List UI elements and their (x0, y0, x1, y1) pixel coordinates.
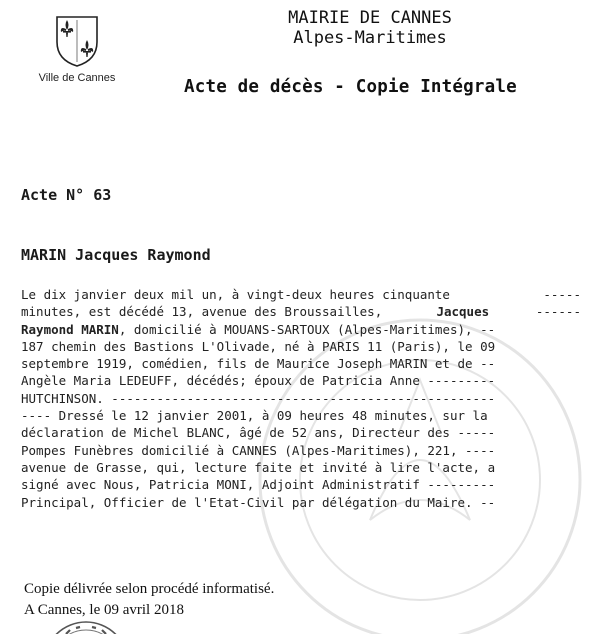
logo-caption: Ville de Cannes (38, 72, 116, 84)
deceased-name: MARIN Jacques Raymond (21, 246, 211, 264)
body-line (21, 338, 581, 355)
body-text-segment: minutes, est décédé 13, avenue des Broussailles, (21, 304, 390, 320)
body-line (21, 390, 581, 407)
body-line (21, 494, 581, 511)
body-text-bold: Jacques (436, 304, 490, 320)
body-text-segment: , domicilié à MOUANS-SARTOUX (Alpes-Maritimes), -- (118, 321, 496, 337)
acte-number: Acte N° 63 (21, 186, 112, 204)
mairie-name: MAIRIE DE CANNES (288, 8, 452, 28)
acte-body (21, 286, 581, 511)
body-text-segment: Angèle Maria LEDEUFF, décédés; époux de Patricia Anne --------- (21, 373, 496, 389)
body-text-segment: déclaration de Michel BLANC, âgé de 52 ans, Directeur des ----- (21, 425, 496, 441)
body-text-segment: ------ (535, 304, 581, 320)
body-text-segment: ----- (543, 287, 581, 302)
body-line (21, 321, 581, 338)
delivery-note: Copie délivrée selon procédé informatisé. (24, 581, 275, 597)
document-title: Acte de décès - Copie Intégrale (184, 77, 517, 97)
body-line (21, 355, 581, 372)
body-text-segment: Pompes Funèbres domicilié à CANNES (Alpes-Maritimes), 221, ---- (21, 442, 496, 458)
fleur-de-lis-shield-icon (54, 14, 100, 68)
body-text-segment: signé avec Nous, Patricia MONI, Adjoint Administratif --------- (21, 477, 496, 493)
body-text-segment: ---- Dressé le 12 janvier 2001, à 09 heures 48 minutes, sur la (21, 408, 488, 424)
body-text-segment: HUTCHINSON. --------------------------------------------------- (21, 390, 496, 406)
city-logo (32, 14, 122, 84)
body-text-bold: Raymond MARIN (21, 321, 119, 337)
official-stamp-icon (36, 618, 136, 634)
body-text-segment: avenue de Grasse, qui, lecture faite et invité à lire l'acte, a (21, 459, 496, 475)
body-line (21, 459, 581, 476)
issuer-header (200, 8, 540, 48)
body-line (21, 442, 581, 459)
body-text-segment: Le dix janvier deux mil un, à vingt-deux heures cinquante (21, 287, 450, 302)
body-line (21, 303, 581, 320)
department-name: Alpes-Maritimes (293, 28, 447, 48)
body-line (21, 476, 581, 493)
delivery-place-date: A Cannes, le 09 avril 2018 (24, 602, 184, 618)
body-line (21, 372, 581, 389)
body-text-segment: 187 chemin des Bastions L'Olivade, né à PARIS 11 (Paris), le 09 (21, 338, 496, 354)
body-line (21, 424, 581, 441)
body-line (21, 407, 581, 424)
delivery-footer (24, 579, 274, 621)
body-line (21, 286, 581, 303)
body-text-segment: Principal, Officier de l'Etat-Civil par délégation du Maire. -- (21, 494, 496, 510)
body-text-segment: septembre 1919, comédien, fils de Maurice Joseph MARIN et de -- (21, 356, 496, 372)
